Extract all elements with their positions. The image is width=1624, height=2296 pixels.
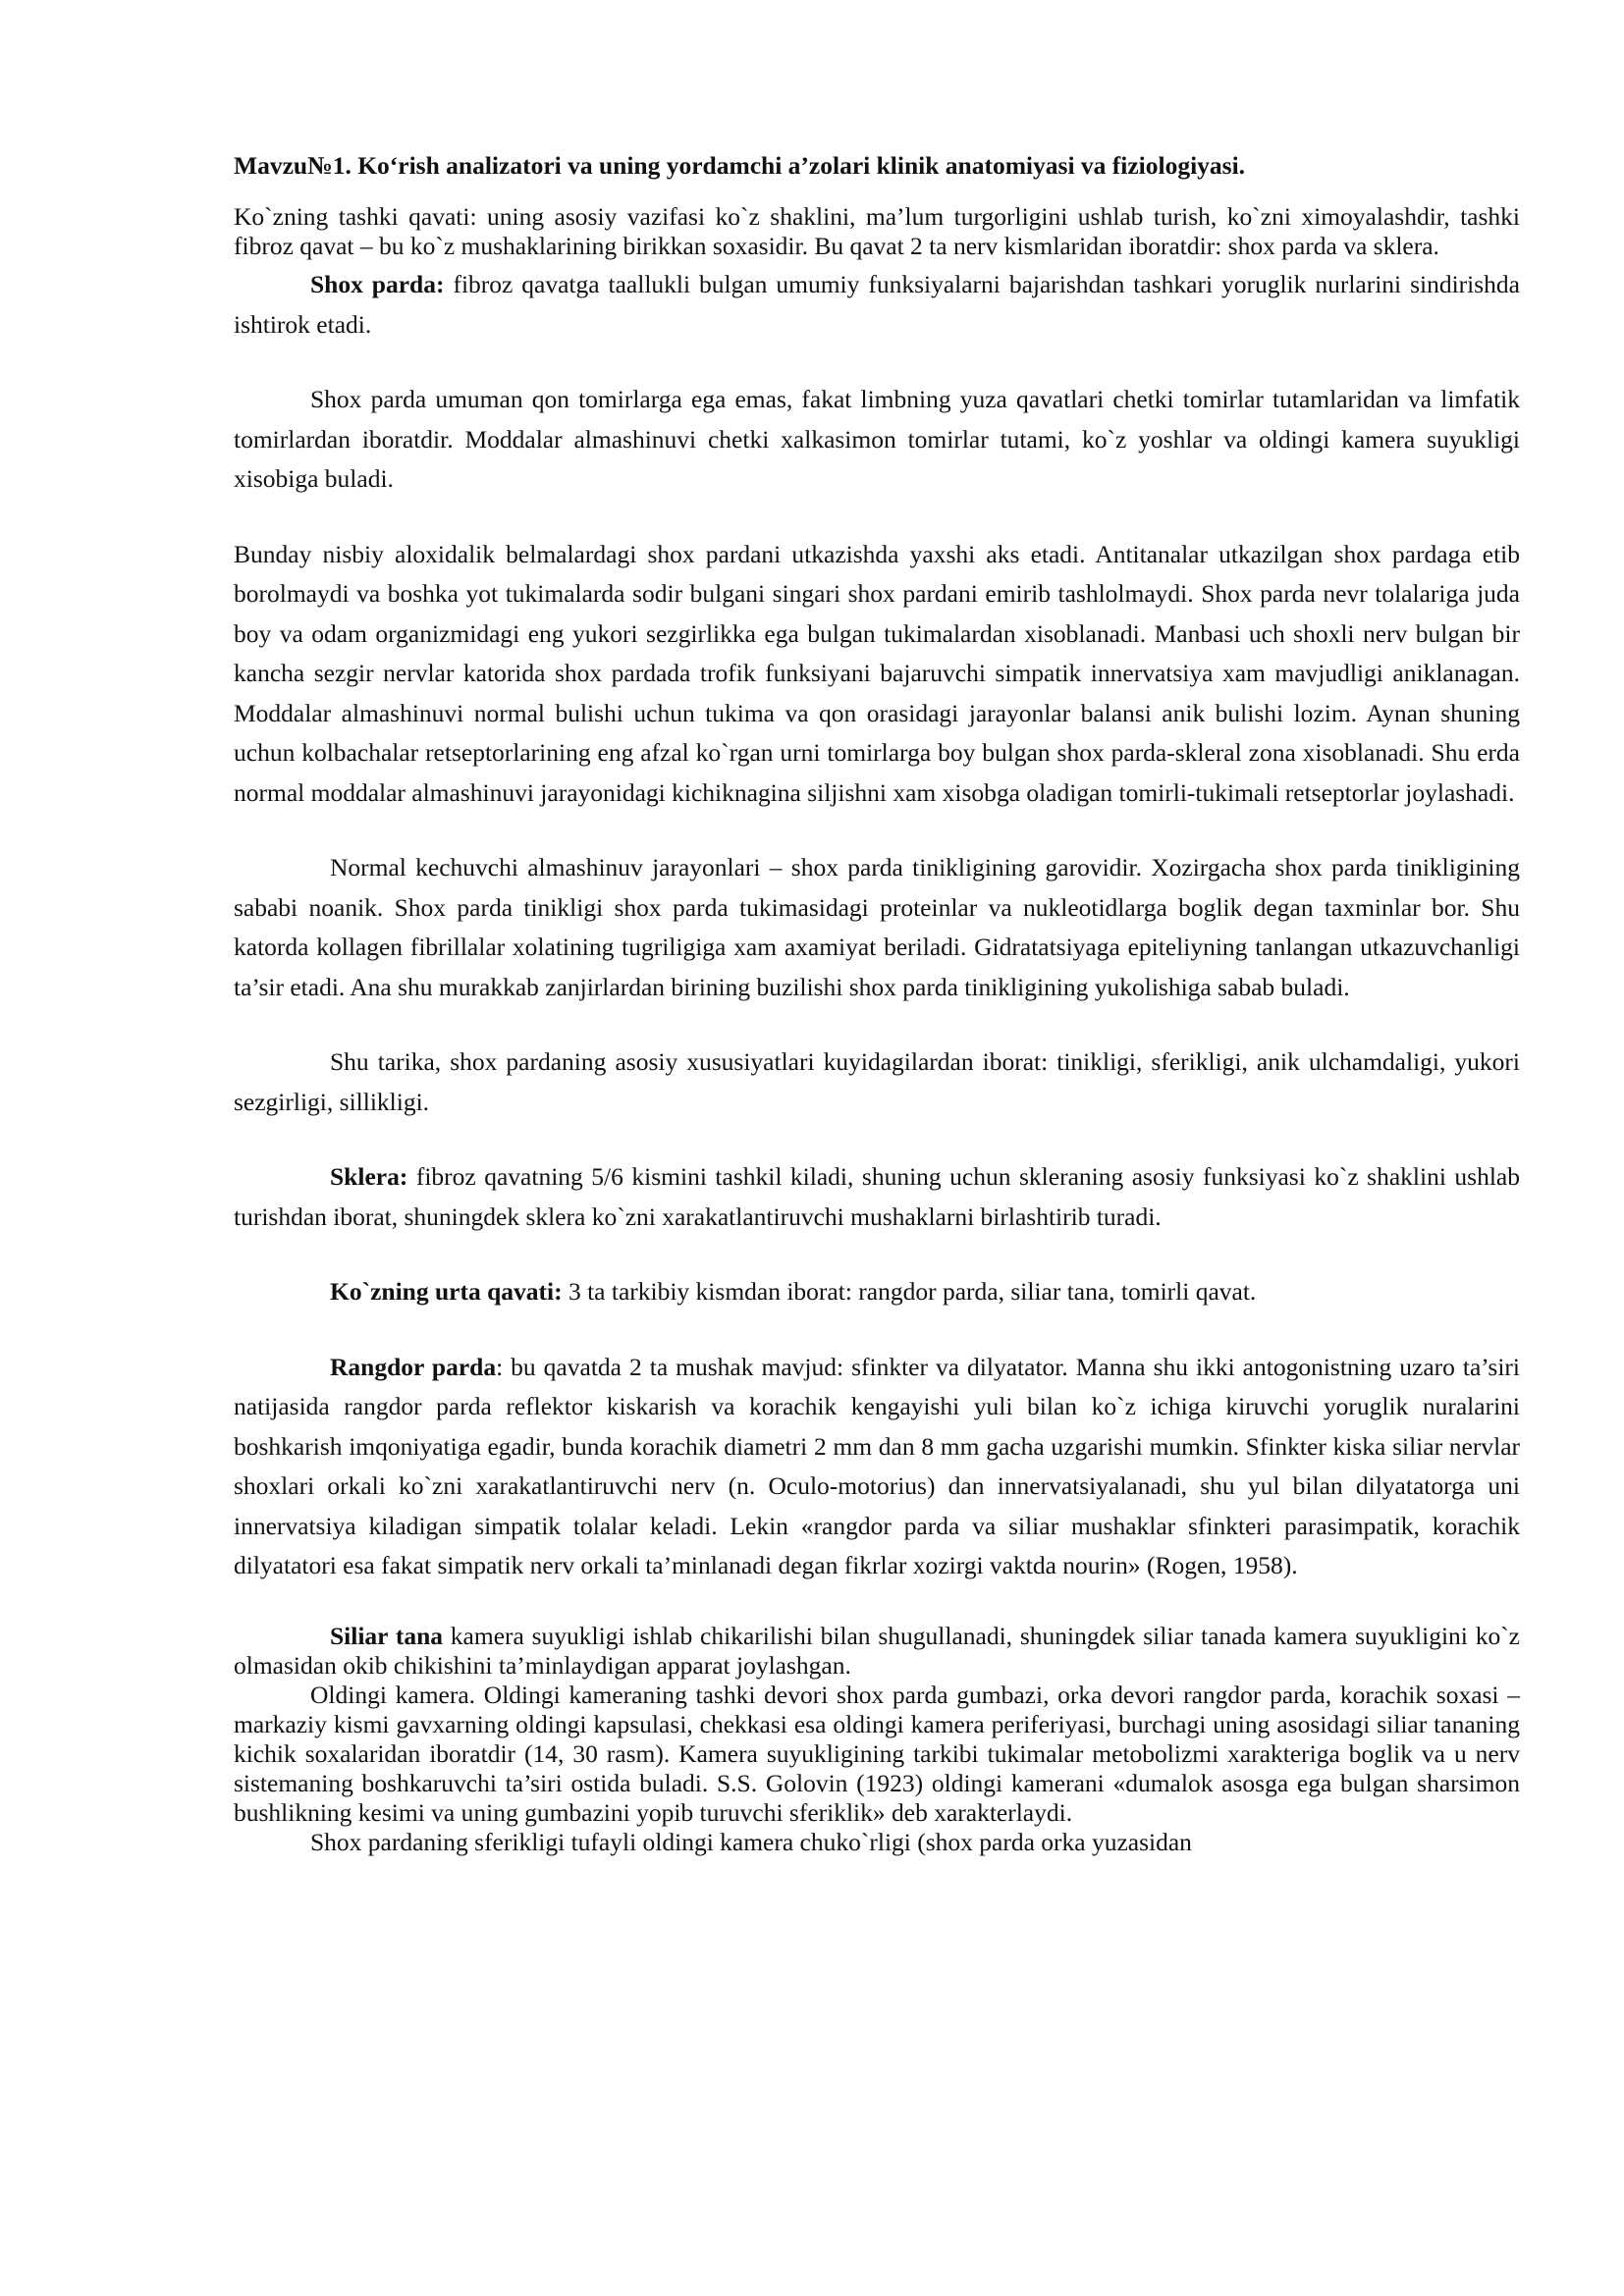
term-iris: Rangdor parda	[330, 1352, 497, 1381]
paragraph-cornea-definition: Shox parda: fibroz qavatga taallukli bulgan umumiy funksiyalarni bajarishdan tashkari yoruglik nurlarini sindirishda ishtirok etadi.	[234, 270, 1521, 339]
paragraph-anterior-chamber: Oldingi kamera. Oldingi kameraning tashki devori shox parda gumbazi, orka devori rangdor parda, korachik soxasi – markaziy kismi gavxarning oldingi kapsulasi, chekkasi esa oldingi kamera periferiyasi, burchagi uning asosidagi siliar tananing kichik soxalaridan iboratdir (14, 30 rasm). Kamera suyukligining tarkibi tukimalar metobolizmi xarakteriga boglik va u nerv sistemaning boshkaruvchi ta’siri ostida buladi. S.S. Golovin (1923) oldingi kamerani «dumalok asosga ega bulgan sharsimon bushlikning kesimi va uning gumbazini yopib turuvchi sferiklik» deb xarakterlaydi.	[234, 1680, 1520, 1827]
paragraph-cornea-sphericity: Shox pardaning sferikligi tufayli oldingi kamera chuko`rligi (shox parda orka yuzasidan	[310, 1827, 1192, 1856]
term-middle-layer: Ko`zning urta qavati:	[330, 1277, 563, 1306]
term-ciliary-body: Siliar tana	[330, 1621, 444, 1650]
paragraph-middle-layer: Ko`zning urta qavati: 3 ta tarkibiy kismdan iborat: rangdor parda, siliar tana, tomirli qavat.	[330, 1277, 1257, 1306]
paragraph-sclera: Sklera: fibroz qavatning 5/6 kismini tashkil kiladi, shuning uchun skleraning asosiy funksiyasi ko`z shaklini ushlab turishdan iborat, shuningdek sklera ko`zni xarakatlantiruvchi mushaklarni birlashtirib turadi.	[234, 1162, 1520, 1231]
page-title: Mavzu№1. Ko‘rish analizatori va uning yordamchi a’zolari klinik anatomiyasi va fiziologiyasi.	[234, 151, 1246, 180]
paragraph-ciliary-body: Siliar tana kamera suyukligi ishlab chikarilishi bilan shugullanadi, shuningdek siliar tanada kamera suyukligini ko`z olmasidan okib chikishini ta’minlaydigan apparat joylashgan.	[234, 1621, 1520, 1680]
paragraph-cornea-vessels: Shox parda umuman qon tomirlarga ega emas, fakat limbning yuza qavatlari chetki tomirlar tutamlaridan va limfatik tomirlardan iboratdir. Moddalar almashinuvi chetki xalkasimon tomirlar tutami, ko`z yoshlar va oldingi kamera suyukligi xisobiga buladi.	[234, 385, 1520, 493]
paragraph-cornea-properties: Shu tarika, shox pardaning asosiy xususiyatlari kuyidagilardan iborat: tinikligi, sferikligi, anik ulchamdaligi, yukori sezgirligi, sillikligi.	[234, 1047, 1520, 1116]
term-cornea: Shox parda:	[310, 270, 445, 298]
term-sclera: Sklera:	[330, 1162, 408, 1191]
paragraph-cornea-isolation: Bunday nisbiy aloxidalik belmalardagi shox pardani utkazishda yaxshi aks etadi. Antitanalar utkazilgan shox pardaga etib borolmaydi va boshka yot tukimalarda sodir bulgani singari shox pardani emirib tashlolmaydi. Shox parda nevr tolalariga juda boy va odam organizmidagi eng yukori sezgirlikka ega bulgan tukimalardan xisoblanadi. Manbasi uch shoxli nerv bulgan bir kancha sezgir nervlar katorida shox pardada trofik funksiyani bajaruvchi simpatik innervatsiya xam mavjudligi aniklanagan. Moddalar almashinuvi normal bulishi uchun tukima va qon orasidagi jarayonlar balansi anik bulishi lozim. Aynan shuning uchun kolbachalar retseptorlarining eng afzal ko`rgan urni tomirlarga boy bulgan shox parda-skleral zona xisoblanadi. Shu erda normal moddalar almashinuvi jarayonidagi kichiknagina siljishni xam xisobga oladigan tomirli-tukimali retseptorlar joylashadi.	[234, 539, 1520, 807]
document-page	[234, 147, 1520, 1857]
paragraph-outer-layer: Ko`zning tashki qavati: uning asosiy vazifasi ko`z shaklini, ma’lum turgorligini ushlab turish, ko`zni ximoyalashdir, tashki fibroz qavat – bu ko`z mushaklarining birikkan soxasidir. Bu qavat 2 ta nerv kismlaridan iboratdir: shox parda va sklera.	[234, 202, 1520, 260]
paragraph-iris: Rangdor parda: bu qavatda 2 ta mushak mavjud: sfinkter va dilyatator. Manna shu ikki antogonistning uzaro ta’siri natijasida rangdor parda reflektor kiskarish va korachik kengayishi yuli bilan ko`z ichiga kiruvchi yoruglik nuralarini boshkarish imqoniyatiga egadir, bunda korachik diametri 2 mm dan 8 mm gacha uzgarishi mumkin. Sfinkter kiska siliar nervlar shoxlari orkali ko`zni xarakatlantiruvchi nerv (n. Oculo-motorius) dan innervatsiyalanadi, shu yul bilan dilyatatorga uni innervatsiya kiladigan simpatik tolalar keladi. Lekin «rangdor parda va siliar mushaklar sfinkteri parasimpatik, korachik dilyatatori esa fakat simpatik nerv orkali ta’minlanadi degan fikrlar xozirgi vaktda nourin» (Rogen, 1958).	[234, 1352, 1520, 1579]
paragraph-cornea-transparency: Normal kechuvchi almashinuv jarayonlari – shox parda tinikligining garovidir. Xozirgacha shox parda tinikligining sababi noanik. Shox parda tinikligi shox parda tukimasidagi proteinlar va nukleotidlarga boglik degan taxminlar bor. Shu katorda kollagen fibrillalar xolatining tugriligiga xam axamiyat beriladi. Gidratatsiyaga epiteliyning tanlangan utkazuvchanligi ta’sir etadi. Ana shu murakkab zanjirlardan birining buzilishi shox parda tinikligining yukolishiga sabab buladi.	[234, 853, 1520, 1001]
